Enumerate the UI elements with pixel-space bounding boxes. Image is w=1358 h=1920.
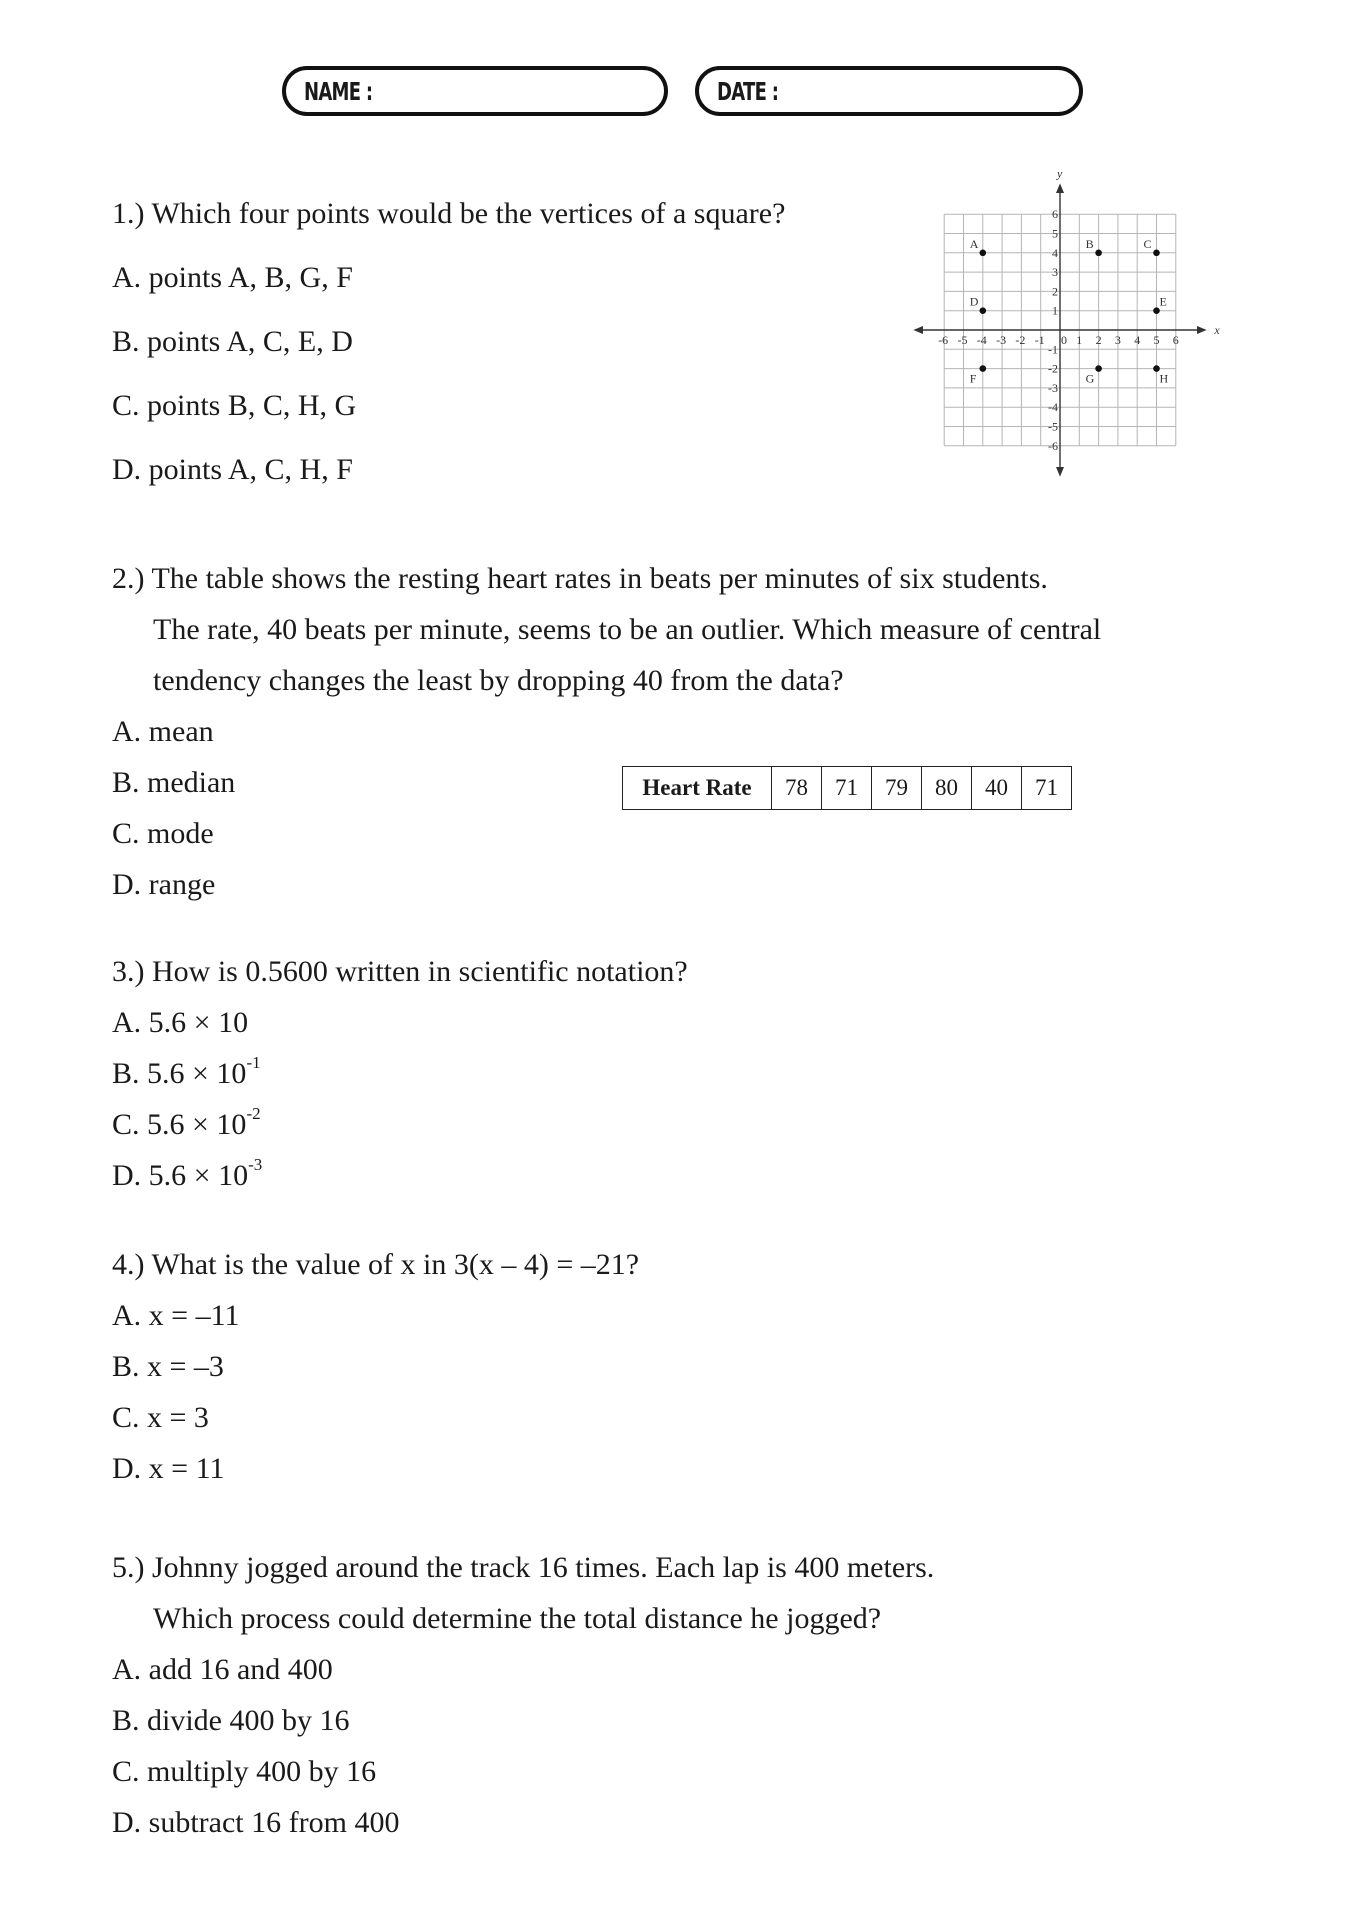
q3-option-b: [112, 1053, 261, 1091]
x-tick-label: 0: [1061, 333, 1067, 347]
q3-option-d-base: D. 5.6 × 10: [112, 1159, 249, 1192]
q3-option-c: [112, 1104, 261, 1142]
point-label-e: E: [1159, 294, 1167, 309]
q4-prompt: 4.) What is the value of x in 3(x – 4) = –21?: [112, 1248, 640, 1281]
y-tick-label: -3: [1048, 380, 1058, 395]
x-tick-label: -3: [996, 333, 1007, 347]
y-tick-label: 6: [1052, 207, 1058, 222]
point-d: [980, 307, 987, 314]
x-axis-arrow: [913, 326, 923, 334]
y-tick-label: -6: [1048, 438, 1058, 453]
y-axis-label: y: [1057, 166, 1063, 181]
point-label-b: B: [1085, 236, 1094, 251]
q3-option-d: [112, 1155, 263, 1193]
q2-option-b: B. median: [112, 766, 236, 799]
y-axis-arrow: [1056, 183, 1064, 193]
q3-option-d-exponent: -3: [248, 1155, 263, 1174]
point-label-a: A: [969, 236, 979, 251]
y-tick-label: -5: [1048, 419, 1058, 434]
table-header-cell: Heart Rate: [623, 767, 772, 810]
q3-option-c-exponent: -2: [246, 1104, 261, 1123]
q1-prompt: 1.) Which four points would be the vertices of a square?: [112, 197, 786, 230]
table-row: [623, 767, 1072, 810]
table-cell: 79: [872, 767, 922, 810]
table-cell: 71: [822, 767, 872, 810]
q3-option-c-base: C. 5.6 × 10: [112, 1108, 247, 1141]
x-tick-label: -5: [957, 333, 968, 347]
x-tick-label: -1: [1034, 333, 1045, 347]
point-f: [980, 365, 987, 372]
heart-rate-table: [622, 766, 1072, 810]
q1-option-c: C. points B, C, H, G: [112, 389, 357, 422]
y-tick-label: -1: [1048, 342, 1058, 357]
q2-prompt-line-2: The rate, 40 beats per minute, seems to be an outlier. Which measure of central: [153, 613, 1102, 646]
name-label: NAME :: [304, 76, 373, 106]
x-axis-label: x: [1214, 323, 1220, 337]
point-label-c: C: [1143, 236, 1152, 251]
x-tick-label: -6: [938, 333, 949, 347]
y-tick-label: 4: [1052, 245, 1058, 260]
y-tick-label: -4: [1048, 400, 1058, 415]
x-tick-label: -2: [1015, 333, 1026, 347]
q4-option-b: B. x = –3: [112, 1350, 224, 1383]
q2-option-d: D. range: [112, 868, 216, 901]
x-tick-label: 6: [1172, 333, 1179, 347]
q1-option-d: D. points A, C, H, F: [112, 453, 353, 486]
q5-option-a: A. add 16 and 400: [112, 1653, 333, 1686]
point-c: [1153, 250, 1160, 257]
point-a: [980, 250, 987, 257]
x-axis-arrow: [1197, 326, 1207, 334]
q4-option-a: A. x = –11: [112, 1299, 240, 1332]
q5-option-d: D. subtract 16 from 400: [112, 1806, 400, 1839]
x-tick-label: 1: [1076, 333, 1083, 347]
y-tick-label: -2: [1048, 361, 1058, 376]
table-cell: 80: [922, 767, 972, 810]
point-label-f: F: [969, 371, 977, 386]
q2-prompt-line-1: 2.) The table shows the resting heart rates in beats per minutes of six students.: [112, 562, 1048, 595]
y-tick-label: 2: [1052, 284, 1058, 299]
q2-option-c: C. mode: [112, 817, 214, 850]
y-tick-label: 1: [1052, 303, 1058, 318]
x-tick-label: 4: [1134, 333, 1141, 347]
q2-option-a: A. mean: [112, 715, 214, 748]
q5-prompt-line-1: 5.) Johnny jogged around the track 16 times. Each lap is 400 meters.: [112, 1551, 935, 1584]
q4-option-c: C. x = 3: [112, 1401, 209, 1434]
x-tick-label: 5: [1153, 333, 1160, 347]
q4-option-d: D. x = 11: [112, 1452, 225, 1485]
q3-option-a: [112, 1006, 248, 1040]
y-axis-arrow: [1056, 467, 1064, 477]
table-cell: 78: [772, 767, 822, 810]
q5-option-c: C. multiply 400 by 16: [112, 1755, 377, 1788]
x-tick-label: 2: [1095, 333, 1102, 347]
y-tick-label: 5: [1052, 226, 1058, 241]
date-label: DATE :: [717, 76, 779, 106]
coordinate-plane: [905, 166, 1225, 485]
q2-prompt-line-3: tendency changes the least by dropping 40 from the data?: [153, 664, 844, 697]
point-g: [1095, 365, 1102, 372]
x-tick-label: 3: [1114, 333, 1121, 347]
q1-option-b: B. points A, C, E, D: [112, 325, 353, 358]
q3-prompt: 3.) How is 0.5600 written in scientific notation?: [112, 955, 688, 988]
q5-prompt-line-2: Which process could determine the total distance he jogged?: [153, 1602, 882, 1635]
point-label-h: H: [1159, 371, 1169, 386]
point-b: [1095, 250, 1102, 257]
y-tick-label: 3: [1052, 265, 1058, 280]
point-label-d: D: [969, 294, 979, 309]
x-tick-label: -4: [976, 333, 987, 347]
q3-option-b-base: B. 5.6 × 10: [112, 1057, 247, 1090]
table-cell: 40: [972, 767, 1022, 810]
table-cell: 71: [1022, 767, 1072, 810]
date-field[interactable]: [695, 66, 1083, 116]
point-label-g: G: [1085, 371, 1095, 386]
q3-option-b-exponent: -1: [246, 1053, 261, 1072]
q1-option-a: A. points A, B, G, F: [112, 261, 353, 294]
name-field[interactable]: [282, 66, 668, 116]
q5-option-b: B. divide 400 by 16: [112, 1704, 350, 1737]
q3-option-a-base: A. 5.6 × 10: [112, 1006, 249, 1039]
